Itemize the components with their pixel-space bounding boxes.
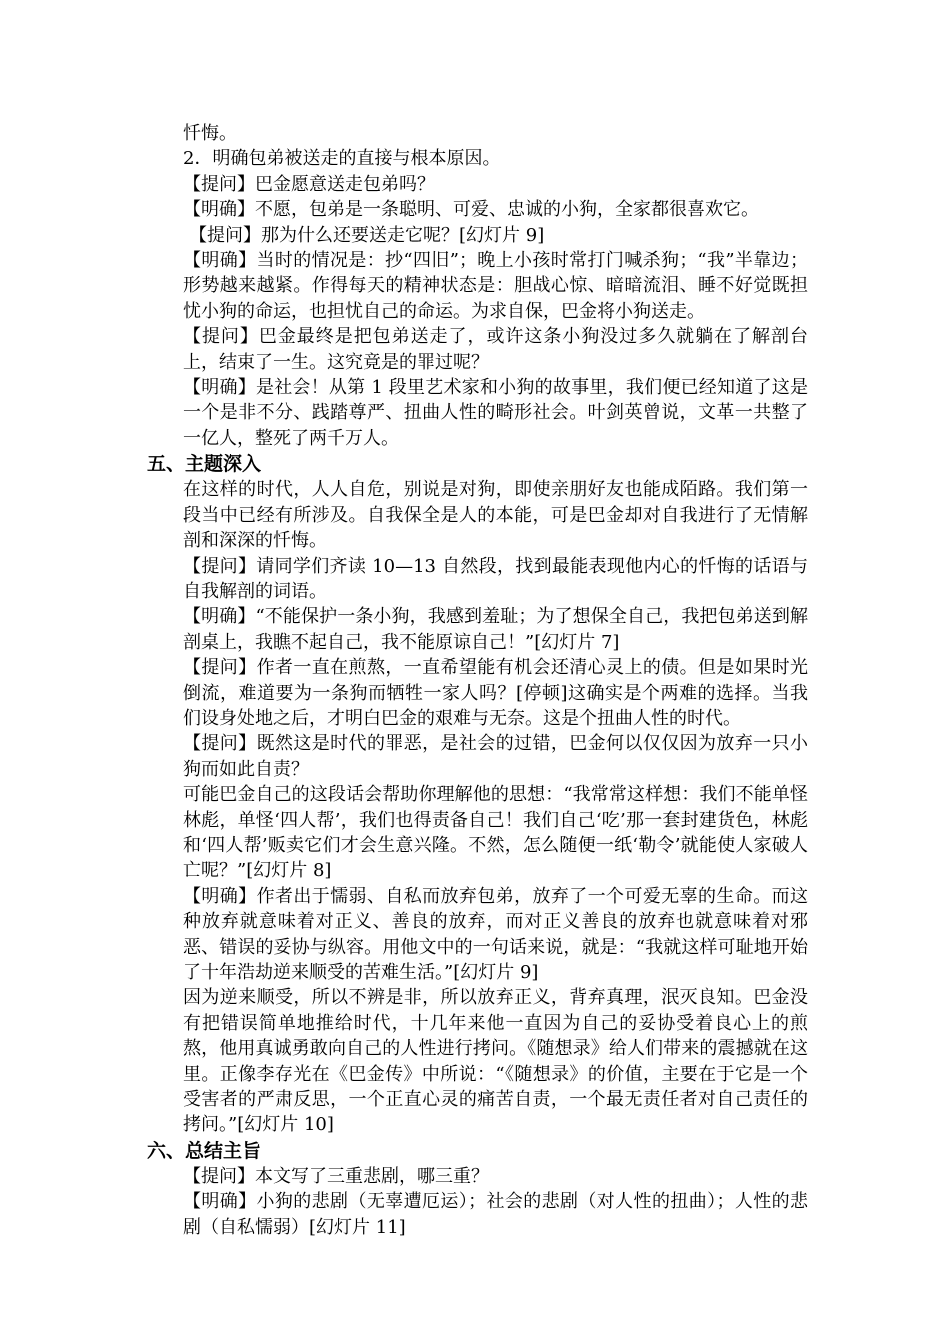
document-body [147,121,808,1240]
paragraph: 【明确】作者出于懦弱、自私而放弃包弟，放弃了一个可爱无辜的生命。而这种放弃就意味着对正义、善良的放弃，而对正义善良的放弃也就意味着对邪恶、错误的妥协与纵容。用他文中的一句话来说，就是：“我就这样可耻地开始了十年浩劫逆来顺受的苦难生活。”[幻灯片 9] [183,885,808,983]
paragraph: 【提问】巴金最终是把包弟送走了，或许这条小狗没过多久就躺在了解剖台上，结束了一生。这究竟是的罪过呢？ [183,326,808,373]
paragraph: 【明确】当时的情况是：抄“四旧”；晚上小孩时常打门喊杀狗；“我”半靠边；形势越来越紧。作得每天的精神状态是：胆战心惊、暗暗流泪、睡不好觉既担忧小狗的命运，也担忧自己的命运。为求自保，巴金将小狗送走。 [183,250,808,322]
section-heading: 五、主题深入 [147,453,262,476]
paragraph: 【明确】是社会！从第 1 段里艺术家和小狗的故事里，我们便已经知道了这是一个是非不分、践踏尊严、扭曲人性的畸形社会。叶剑英曾说，文革一共整了一亿人，整死了两千万人。 [183,377,808,449]
section-heading: 六、总结主旨 [147,1139,262,1162]
paragraph: 在这样的时代，人人自危，别说是对狗，即使亲朋好友也能成陌路。我们第一段当中已经有所涉及。自我保全是人的本能，可是巴金却对自我进行了无情解剖和深深的忏悔。 [183,479,808,552]
paragraph: 【提问】请同学们齐读 10—13 自然段，找到最能表现他内心的忏悔的话语与自我解剖的词语。 [183,555,808,602]
paragraph: 【提问】巴金愿意送走包弟吗？ [183,173,435,195]
paragraph: 可能巴金自己的这段话会帮助你理解他的思想：“我常常这样想：我们不能单怪林彪，单怪‘四人帮’，我们也得责备自己！我们自己‘吃’那一套封建货色，林彪和‘四人帮’贩卖它们才会生意兴隆。不然，怎么随便一纸‘勒令’就能使人家破人亡呢？”[幻灯片 8] [183,784,808,882]
paragraph: 【提问】既然这是时代的罪恶，是社会的过错，巴金何以仅仅因为放弃一只小狗而如此自责？ [183,733,808,780]
paragraph: 【提问】作者一直在煎熬，一直希望能有机会还清心灵上的债。但是如果时光倒流，难道要为一条狗而牺牲一家人吗？[停顿]这确实是个两难的选择。当我们设身处地之后，才明白巴金的艰难与无奈。这是个扭曲人性的时代。 [183,657,808,729]
paragraph: 【明确】不愿，包弟是一条聪明、可爱、忠诚的小狗，全家都很喜欢它。 [183,199,759,221]
paragraph: 【提问】本文写了三重悲剧，哪三重？ [183,1165,489,1187]
paragraph: 【明确】“不能保护一条小狗，我感到羞耻；为了想保全自己，我把包弟送到解剖桌上，我瞧不起自己，我不能原谅自己！”[幻灯片 7] [183,606,808,653]
paragraph: 忏悔。 [183,123,237,144]
paragraph: 【提问】那为什么还要送走它呢？[幻灯片 9] [189,224,545,246]
paragraph: 因为逆来顺受，所以不辨是非，所以放弃正义，背弃真理，泯灭良知。巴金没有把错误简单地推给时代，十几年来他一直因为自己的妥协受着良心上的煎熬，他用真诚勇敢向自己的人性进行拷问。《随想录》给人们带来的震撼就在这里。正像李存光在《巴金传》中所说：“《随想录》的价值，主要在于它是一个受害者的严肃反思，一个正直心灵的痛苦自责，一个最无责任者对自己责任的拷问。”[幻灯片 10] [183,987,808,1136]
paragraph: 2．明确包弟被送走的直接与根本原因。 [183,148,501,170]
paragraph: 【明确】小狗的悲剧（无辜遭厄运）；社会的悲剧（对人性的扭曲）；人性的悲剧（自私懦弱）[幻灯片 11] [183,1191,808,1238]
